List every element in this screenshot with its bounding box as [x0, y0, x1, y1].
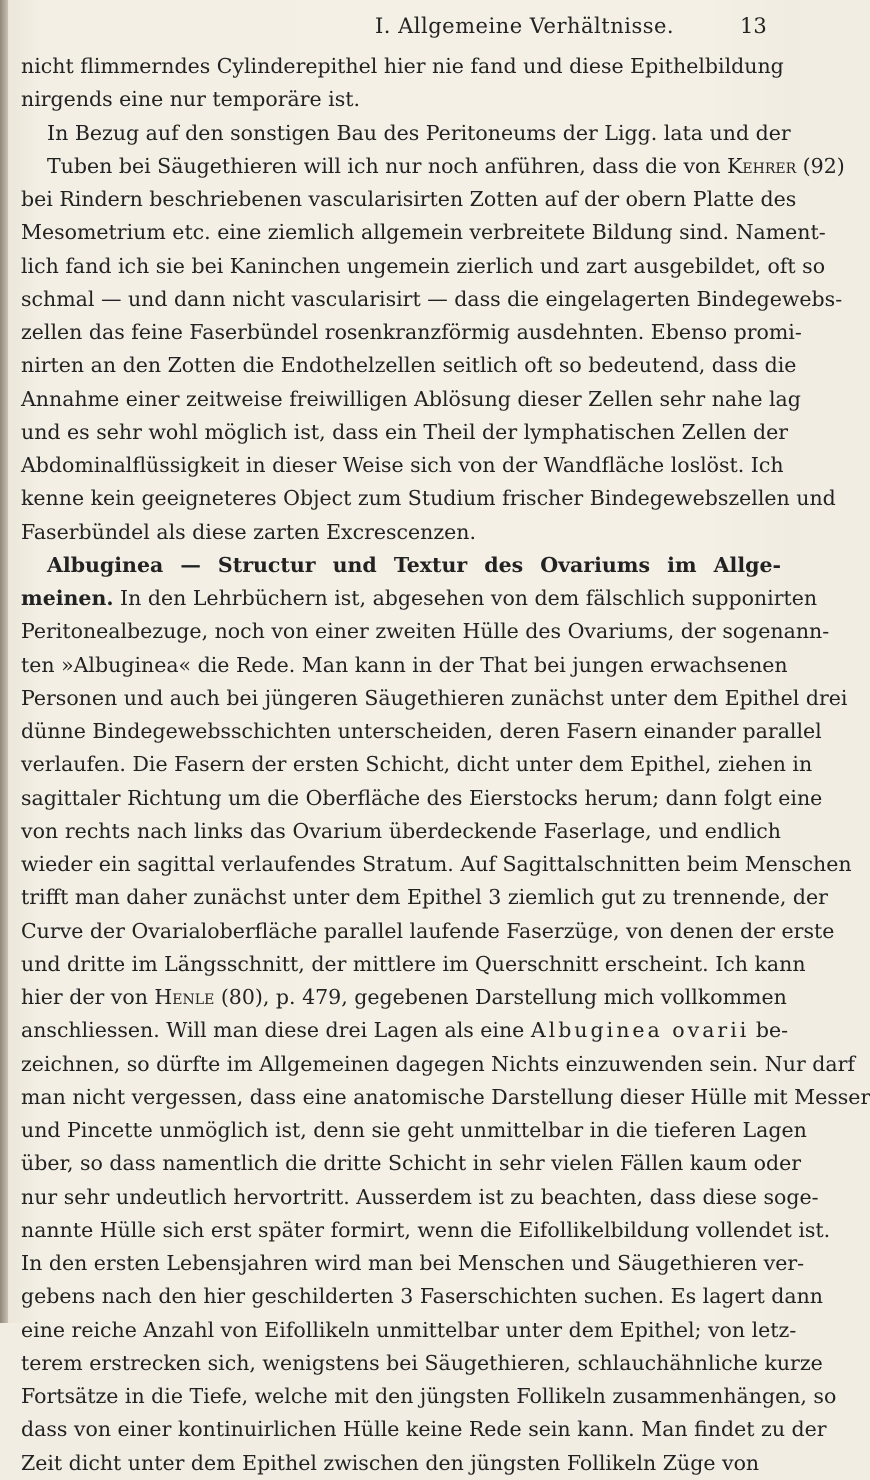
text-line	[21, 416, 788, 449]
text-line	[21, 150, 845, 183]
text-segment: ten »Albuginea« die Rede. Man kann in der That bei jungen erwachsenen	[21, 652, 788, 677]
text-line	[21, 649, 788, 682]
text-line	[21, 516, 781, 549]
text-segment: wieder ein sagittal verlaufendes Stratum. Auf Sagittalschnitten beim Menschen	[21, 852, 852, 876]
text-segment: verlaufen. Die Fasern der ersten Schicht, dicht unter dem Epithel, ziehen in	[21, 752, 813, 777]
text-line	[21, 582, 818, 615]
text-line	[21, 349, 797, 382]
text-line	[21, 1247, 805, 1280]
text-segment: über, so dass namentlich die dritte Schicht in sehr vielen Fällen kaum oder	[21, 1151, 802, 1176]
text-line	[21, 1048, 855, 1081]
text-segment: schmal — und dann nicht vascularisirt — dass die eingelagerten Bindegewebs-	[21, 286, 843, 311]
text-line	[21, 482, 836, 515]
text-line	[21, 848, 852, 881]
text-line	[21, 250, 826, 283]
text-line	[21, 682, 848, 715]
text-segment: lich fand ich sie bei Kaninchen ungemein zierlich und zart ausgebildet, oft so	[21, 253, 826, 278]
text-line	[21, 1280, 823, 1313]
text-segment: In Bezug auf den sonstigen Bau des Peritoneums der Ligg. lata und der	[47, 120, 791, 145]
text-segment: von rechts nach links das Ovarium überdeckende Faserlage, und endlich	[21, 818, 781, 843]
running-header	[0, 6, 800, 46]
text-line	[21, 948, 806, 981]
text-segment: und Pincette unmöglich ist, denn sie geht unmittelbar in die tieferen Lagen	[21, 1118, 807, 1142]
text-segment: dünne Bindegewebsschichten unterscheiden, deren Fasern einander parallel	[21, 719, 822, 743]
text-segment: nirgends eine nur temporäre ist.	[21, 87, 361, 112]
text-segment: Peritonealbezuge, noch von einer zweiten Hülle des Ovariums, der sogenann-	[21, 619, 830, 644]
text-segment: zellen das feine Faserbündel rosenkranzförmig ausdehnten. Ebenso promi-	[21, 320, 802, 344]
text-segment: Mesometrium etc. eine ziemlich allgemein verbreitete Bildung sind. Nament-	[21, 220, 826, 245]
text-segment: anschliessen. Will man diese drei Lagen als eine	[21, 1018, 531, 1043]
text-line	[21, 782, 823, 815]
text-segment: kenne kein geeigneteres Object zum Studium frischer Bindegewebszellen und	[21, 486, 836, 511]
text-line	[21, 1181, 819, 1214]
text-segment: zeichnen, so dürfte im Allgemeinen dagegen Nichts einzuwenden sein. Nur darf	[21, 1051, 855, 1076]
text-segment: nirten an den Zotten die Endothelzellen seitlich oft so bedeutend, dass die	[21, 353, 797, 378]
text-line	[21, 316, 802, 349]
text-line	[21, 1081, 870, 1114]
text-line	[21, 283, 843, 316]
text-segment: gebens nach den hier geschilderten 3 Faserschichten suchen. Es lagert dann	[21, 1284, 823, 1309]
text-segment: dass von einer kontinuirlichen Hülle keine Rede sein kann. Man findet zu der	[21, 1417, 827, 1442]
text-segment: (80), p. 479, gegebenen Darstellung mich vollkommen	[214, 985, 787, 1009]
text-segment: nicht flimmerndes Cylinderepithel hier nie fand und diese Epithelbildung	[21, 54, 784, 78]
text-line	[21, 715, 822, 748]
text-segment: und dritte im Längsschnitt, der mittlere im Querschnitt erscheint. Ich kann	[21, 951, 806, 976]
text-line	[21, 117, 791, 150]
text-segment: Abdominalflüssigkeit in dieser Weise sich von der Wandfläche loslöst. Ich	[21, 453, 784, 477]
text-segment: hier der von	[21, 985, 155, 1009]
text-segment: Albuginea — Structur und Textur des Ovariums im Allge-	[47, 552, 781, 577]
text-segment: Tuben bei Säugethieren will ich nur noch anführen, dass die von	[47, 153, 728, 178]
text-segment: Kehrer	[727, 153, 797, 178]
text-line	[21, 815, 781, 848]
text-line	[21, 449, 784, 482]
text-segment: Henle	[154, 985, 215, 1009]
text-segment: eine reiche Anzahl von Eifollikeln unmittelbar unter dem Epithel; von letz-	[21, 1317, 797, 1342]
text-segment: Personen und auch bei jüngeren Säugethieren zunächst unter dem Epithel drei	[21, 685, 848, 710]
text-line	[21, 881, 828, 914]
text-segment: terem erstrecken sich, wenigstens bei Säugethieren, schlauchähnliche kurze	[21, 1350, 823, 1375]
text-line	[21, 1214, 831, 1247]
text-segment: trifft man daher zunächst unter dem Epithel 3 ziemlich gut zu trennende, der	[21, 885, 828, 910]
text-line	[21, 1114, 807, 1147]
text-segment: sagittaler Richtung um die Oberfläche des Eierstocks herum; dann folgt eine	[21, 785, 823, 810]
text-segment: Faserbündel als diese zarten Excrescenzen.	[21, 519, 476, 544]
text-segment: (92)	[796, 153, 845, 178]
text-segment: man nicht vergessen, dass eine anatomische Darstellung dieser Hülle mit Messer	[21, 1084, 870, 1109]
text-line	[21, 383, 801, 416]
text-line	[21, 183, 797, 216]
text-line	[21, 549, 781, 582]
text-line	[21, 1380, 837, 1413]
body-text	[21, 50, 870, 1480]
text-line	[21, 615, 830, 648]
text-line	[21, 1413, 827, 1446]
text-segment: Curve der Ovarialoberfläche parallel laufende Faserzüge, von denen der erste	[21, 918, 835, 943]
text-line	[21, 1014, 789, 1047]
text-line	[21, 50, 784, 83]
text-segment: In den Lehrbüchern ist, abgesehen von dem fälschlich supponirten	[113, 586, 818, 610]
text-segment: meinen.	[21, 586, 114, 610]
text-segment: Annahme einer zeitweise freiwilligen Ablösung dieser Zellen sehr nahe lag	[21, 386, 801, 411]
text-line	[21, 1347, 823, 1380]
running-header-title: I. Allgemeine Verhältnisse.	[375, 14, 675, 38]
text-segment: Zeit dicht unter dem Epithel zwischen den jüngsten Follikeln Züge von	[21, 1450, 760, 1475]
text-line	[21, 216, 826, 249]
text-segment: bei Rindern beschriebenen vascularisirten Zotten auf der obern Platte des	[21, 187, 797, 211]
text-segment: be-	[749, 1018, 789, 1043]
text-line	[21, 1147, 802, 1180]
page-number: 13	[740, 14, 767, 38]
text-line	[21, 915, 835, 948]
text-segment: Albuginea ovarii	[530, 1018, 750, 1043]
page-gutter-shadow	[0, 0, 8, 1323]
text-line	[21, 83, 781, 116]
text-line	[21, 1314, 797, 1347]
text-line	[21, 981, 787, 1014]
text-segment: nannte Hülle sich erst später formirt, wenn die Eifollikelbildung vollendet ist.	[21, 1217, 831, 1242]
text-line	[21, 748, 813, 781]
text-segment: In den ersten Lebensjahren wird man bei Menschen und Säugethieren ver-	[21, 1251, 805, 1275]
text-segment: nur sehr undeutlich hervortritt. Ausserdem ist zu beachten, dass diese soge-	[21, 1184, 819, 1209]
text-line	[21, 1447, 781, 1480]
text-segment: und es sehr wohl möglich ist, dass ein Theil der lymphatischen Zellen der	[21, 419, 788, 444]
text-segment: Fortsätze in die Tiefe, welche mit den jüngsten Follikeln zusammenhängen, so	[21, 1384, 837, 1408]
